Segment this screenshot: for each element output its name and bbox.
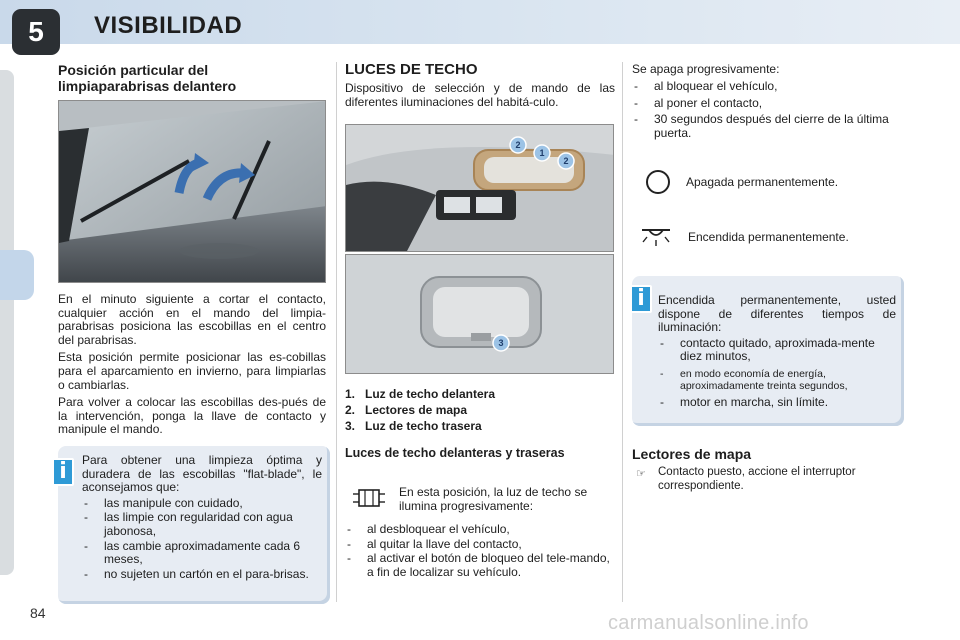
roof-light-heading: LUCES DE TECHO <box>345 61 478 78</box>
paragraph: Esta posición permite posicionar las es-cobillas para el aparcamiento en invierno, para limpiarlas o cambiarlas. <box>58 350 326 392</box>
tip-intro: Encendida permanentemente, usted dispone de diferentes tiempos de iluminación: <box>658 293 896 335</box>
list-item: - las limpie con regularidad con agua jabonosa, <box>82 511 322 538</box>
photo-label: 3 <box>498 338 504 348</box>
photo-label: 2 <box>563 156 569 166</box>
off-mode-label: Apagada permanentemente. <box>686 175 839 189</box>
lamp-on-icon <box>638 224 674 250</box>
door-mode-list <box>345 523 617 580</box>
list-item: - al desbloquear el vehículo, <box>345 523 617 537</box>
fade-list <box>632 80 906 141</box>
watermark: carmanualsonline.info <box>608 612 809 634</box>
chapter-badge: 5 <box>12 9 60 55</box>
list-item: - 30 segundos después del cierre de la última puerta. <box>632 113 906 140</box>
column-divider <box>336 62 337 602</box>
pointing-hand-icon: ☞ <box>636 468 646 480</box>
fade-intro: Se apaga progresivamente: <box>632 62 780 76</box>
list-item: - al activar el botón de bloqueo del tele-mando, a fin de localizar su vehículo. <box>345 552 617 579</box>
map-reader-text: Contacto puesto, accione el interruptor correspondiente. <box>658 466 856 492</box>
off-mode-row <box>644 168 838 196</box>
photo-label: 2 <box>515 140 521 150</box>
legend-item: 3. Luz de techo trasera <box>345 419 482 433</box>
paragraph: En el minuto siguiente a cortar el contacto, cualquier acción en el mando del limpia-parabrisas posiciona las escobillas en el centro del parabrisas. <box>58 292 326 347</box>
list-item: - las cambie aproximadamente cada 6 meses, <box>82 540 322 567</box>
door-mode-icon <box>352 484 386 512</box>
list-item: - en modo economía de energía, aproximadamente treinta segundos, <box>658 368 896 392</box>
list-item: - las manipule con cuidado, <box>82 497 322 511</box>
on-mode-row <box>638 224 849 250</box>
list-item: - no sujeten un cartón en el para-brisas. <box>82 568 322 582</box>
paragraph: Para volver a colocar las escobillas des-pués de la intervención, ponga la llave de contacto y manipule el mando. <box>58 395 326 437</box>
page-number: 84 <box>30 605 46 621</box>
wiper-tip-content <box>82 454 322 582</box>
list-item: - motor en marcha, sin límite. <box>658 396 896 410</box>
list-item: - al poner el contacto, <box>632 97 906 111</box>
legend-item: 2. Lectores de mapa <box>345 403 468 417</box>
door-mode-text: En esta posición, la luz de techo se ilumina progresivamente: <box>399 485 588 513</box>
front-roof-light-photo <box>345 124 614 252</box>
lighting-tip-content <box>658 294 896 411</box>
list-item: - al bloquear el vehículo, <box>632 80 906 94</box>
side-tab-active <box>0 250 34 300</box>
tip-intro: Para obtener una limpieza óptima y duradera de las escobillas "flat-blade", le aconsejamos que: <box>82 453 322 495</box>
list-item: - al quitar la llave del contacto, <box>345 538 617 552</box>
roof-light-legend <box>345 386 495 434</box>
legend-item: 1. Luz de techo delantera <box>345 387 496 401</box>
page-title: VISIBILIDAD <box>94 12 243 39</box>
list-item: - contacto quitado, aproximada-mente diez minutos, <box>658 337 896 364</box>
wiper-body-text <box>58 293 326 441</box>
column-divider <box>622 62 623 602</box>
info-icon: i <box>52 458 74 486</box>
on-mode-label: Encendida permanentemente. <box>688 230 849 244</box>
wiper-heading: Posición particular del limpiaparabrisas delantero <box>58 62 237 94</box>
map-reader-heading: Lectores de mapa <box>632 446 752 462</box>
info-icon: i <box>630 285 652 313</box>
lamp-off-icon <box>644 168 672 196</box>
roof-light-intro: Dispositivo de selección y de mando de las diferentes iluminaciones del habitá-culo. <box>345 81 615 109</box>
photo-label: 1 <box>539 148 545 158</box>
side-tab <box>0 70 14 575</box>
rear-roof-light-photo <box>345 254 614 374</box>
windscreen-photo <box>58 100 326 283</box>
front-rear-heading: Luces de techo delanteras y traseras <box>345 446 565 460</box>
